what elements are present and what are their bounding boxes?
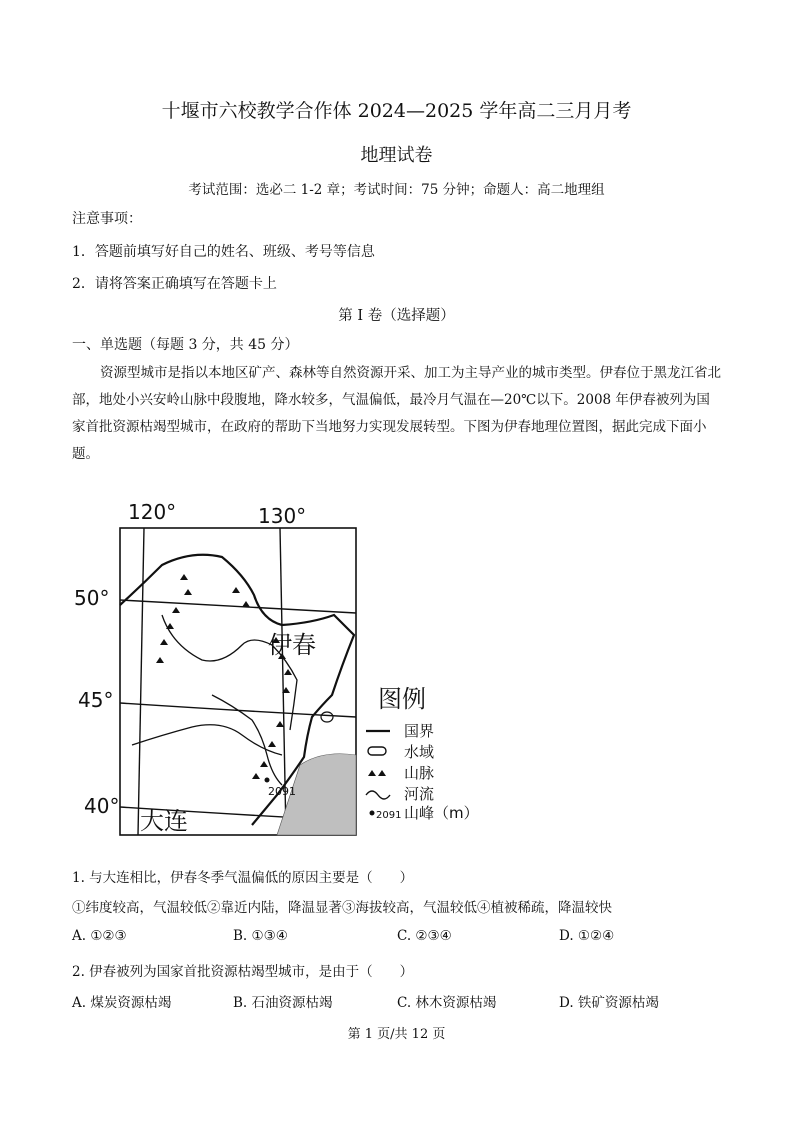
mountain-range bbox=[156, 574, 292, 779]
lake bbox=[321, 712, 333, 722]
lat-label-50: 50° bbox=[74, 586, 110, 610]
exam-title: 十堰市六校教学合作体 2024—2025 学年高二三月月考 bbox=[161, 100, 632, 122]
notice-item-2: 2．请将答案正确填写在答题卡上 bbox=[72, 276, 277, 292]
lon-label-130: 130° bbox=[258, 504, 307, 528]
lat-label-45: 45° bbox=[78, 688, 114, 712]
legend-mountain-label: 山脉 bbox=[404, 764, 435, 782]
notice-item-1: 1．答题前填写好自己的姓名、班级、考号等信息 bbox=[72, 244, 375, 260]
legend-border-label: 国界 bbox=[404, 722, 435, 740]
question-1-option-b[interactable]: B. ①③④ bbox=[233, 928, 288, 944]
legend-peak-label: 山峰（m） bbox=[404, 804, 479, 822]
question-2-option-c[interactable]: C. 林木资源枯竭 bbox=[397, 995, 497, 1011]
legend-water-label: 水域 bbox=[404, 743, 435, 761]
part-heading: 一、单选题（每题 3 分，共 45 分） bbox=[72, 337, 299, 353]
section-title: 第 I 卷（选择题） bbox=[338, 308, 455, 324]
question-1-option-a[interactable]: A. ①②③ bbox=[72, 928, 127, 944]
reading-passage: 资源型城市是指以本地区矿产、森林等自然资源开采、加工为主导产业的城市类型。伊春位于黑龙江省北部，地处小兴安岭山脉中段腹地，降水较多，气温偏低，最冷月气温在—20℃以下。2008 年伊春被列为国家首批资源枯竭型城市，在政府的帮助下当地努力实现发展转型。下图为伊春地理位置图，据此完成下面小题。 bbox=[72, 365, 721, 462]
question-2-option-d[interactable]: D. 铁矿资源枯竭 bbox=[559, 995, 659, 1011]
city-label-yichun: 伊春 bbox=[268, 631, 316, 659]
exam-info: 考试范围：选必二 1-2 章；考试时间：75 分钟；命题人：高二地理组 bbox=[188, 182, 605, 198]
question-2-option-a[interactable]: A. 煤炭资源枯竭 bbox=[72, 995, 172, 1011]
page-footer: 第 1 页/共 12 页 bbox=[347, 1027, 446, 1042]
legend-river-icon bbox=[366, 791, 390, 799]
peak-elevation-label: 2091 bbox=[268, 785, 296, 798]
legend-peak-value: 2091 bbox=[376, 810, 402, 821]
question-1-option-c[interactable]: C. ②③④ bbox=[397, 928, 452, 944]
parallel-50 bbox=[120, 600, 356, 613]
lon-label-120: 120° bbox=[128, 500, 177, 524]
question-1-statements: ①纬度较高，气温较低②靠近内陆，降温显著③海拔较高，气温较低④植被稀疏，降温较快 bbox=[72, 900, 612, 916]
legend-peak-icon bbox=[370, 811, 375, 816]
question-1-option-d[interactable]: D. ①②④ bbox=[559, 928, 615, 944]
question-2-stem: 2. 伊春被列为国家首批资源枯竭型城市，是由于（ ） bbox=[72, 964, 414, 980]
river-2 bbox=[132, 725, 282, 755]
river-3 bbox=[212, 695, 282, 785]
legend-river-label: 河流 bbox=[404, 785, 435, 803]
legend-mountain-icon bbox=[368, 770, 386, 776]
exam-subject: 地理试卷 bbox=[360, 145, 433, 166]
map-legend bbox=[366, 685, 479, 822]
notice-heading: 注意事项： bbox=[72, 211, 142, 227]
question-2-option-b[interactable]: B. 石油资源枯竭 bbox=[233, 995, 333, 1011]
peak-point bbox=[265, 778, 270, 783]
meridian-120 bbox=[138, 528, 144, 835]
legend-title: 图例 bbox=[378, 685, 426, 713]
city-label-dalian: 大连 bbox=[140, 807, 188, 835]
lat-label-40: 40° bbox=[84, 794, 120, 818]
legend-water-icon bbox=[368, 747, 386, 755]
yichun-location-map bbox=[72, 495, 502, 845]
question-1-stem: 1. 与大连相比，伊春冬季气温偏低的原因主要是（ ） bbox=[72, 870, 414, 886]
